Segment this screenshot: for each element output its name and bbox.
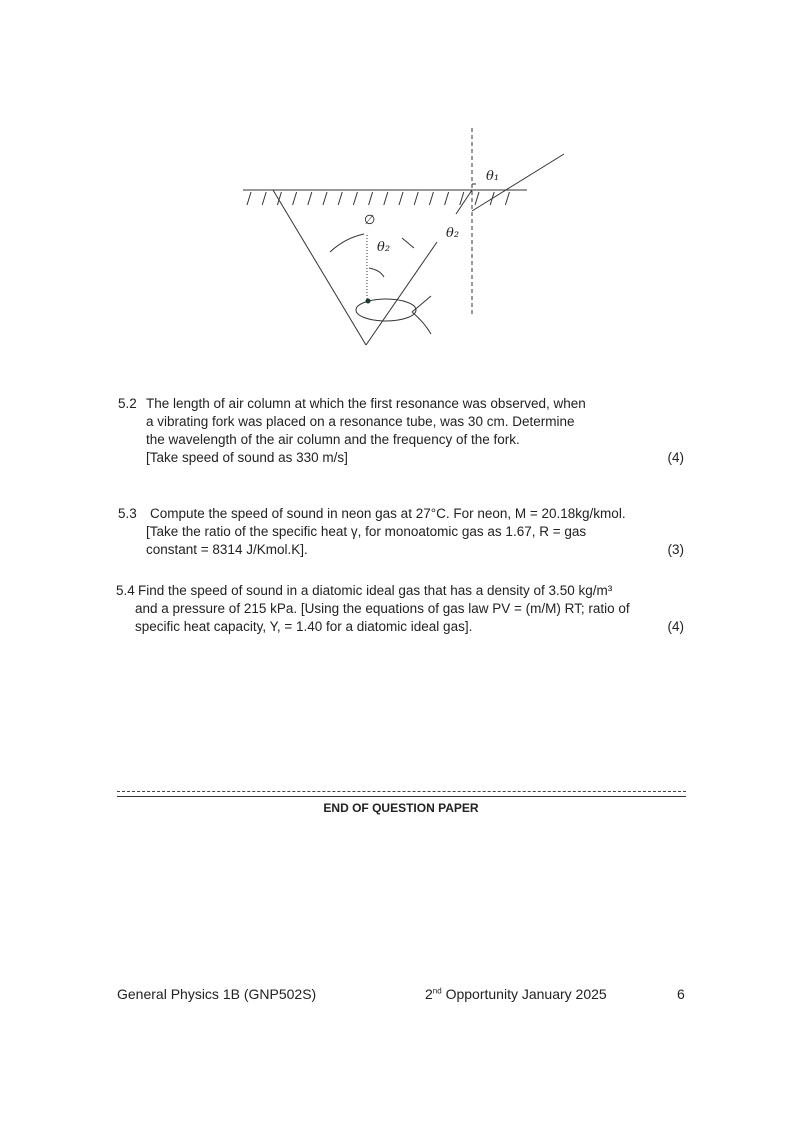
hatch-mark — [475, 192, 479, 205]
marks: (3) — [667, 542, 684, 557]
hatch-mark — [338, 192, 342, 205]
cone-right — [366, 242, 437, 345]
fish-tail — [412, 296, 431, 334]
refracted-ray — [456, 190, 472, 214]
fish-body — [356, 299, 416, 321]
footer-opportunity — [425, 986, 607, 1002]
question-text: The length of air column at which the first resonance was observed, when — [146, 396, 586, 411]
question-text: Compute the speed of sound in neon gas at 27°C. For neon, M = 20.18kg/kmol. — [150, 506, 626, 521]
question-number: 5.2 — [118, 396, 137, 411]
hatch-mark — [399, 192, 403, 205]
hatch-mark — [414, 192, 418, 205]
end-of-paper: END OF QUESTION PAPER — [323, 801, 479, 815]
label-phi: ∅ — [364, 213, 376, 228]
hatch-mark — [323, 192, 327, 205]
question-text: Find the speed of sound in a diatomic ideal gas that has a density of 3.50 kg/m³ — [138, 583, 613, 598]
dashed-divider — [117, 791, 686, 792]
question-number: 5.3 — [118, 506, 137, 521]
angle-arc-theta2 — [402, 238, 414, 248]
hatch-mark — [505, 192, 509, 205]
opportunity-number: 2 — [425, 986, 433, 1002]
solid-divider — [117, 796, 686, 797]
hatch-mark — [384, 192, 388, 205]
question-text: a vibrating fork was placed on a resonance tube, was 30 cm. Determine — [146, 414, 575, 429]
refraction-fish-diagram — [0, 0, 794, 400]
surface-hatching — [247, 192, 509, 205]
opportunity-suffix: nd — [432, 986, 442, 996]
hatch-mark — [247, 192, 251, 205]
angle-arc-small — [369, 268, 384, 277]
fish-eye — [366, 299, 371, 304]
opportunity-text: Opportunity January 2025 — [441, 986, 607, 1002]
marks: (4) — [667, 619, 684, 634]
question-number: 5.4 — [116, 583, 135, 598]
marks: (4) — [667, 450, 684, 465]
angle-arc-phi — [330, 234, 364, 252]
cone-left — [273, 190, 366, 345]
question-text: specific heat capacity, Y, = 1.40 for a diatomic ideal gas]. — [135, 619, 473, 634]
footer-course: General Physics 1B (GNP502S) — [117, 986, 317, 1002]
label-theta2-center: θ₂ — [377, 240, 391, 255]
question-text: [Take the ratio of the specific heat γ, for monoatomic gas as 1.67, R = gas — [146, 524, 587, 539]
label-theta1: θ₁ — [486, 169, 500, 184]
hatch-mark — [293, 192, 297, 205]
hatch-mark — [445, 192, 449, 205]
page-number: 6 — [677, 986, 685, 1002]
hatch-mark — [308, 192, 312, 205]
hatch-mark — [429, 192, 433, 205]
hatch-mark — [369, 192, 373, 205]
hatch-mark — [262, 192, 266, 205]
question-text: the wavelength of the air column and the frequency of the fork. — [146, 432, 520, 447]
hatch-mark — [353, 192, 357, 205]
question-text: and a pressure of 215 kPa. [Using the equations of gas law PV = (m/M) RT; ratio of — [135, 601, 630, 616]
label-theta2-right: θ₂ — [446, 226, 460, 241]
question-text: [Take speed of sound as 330 m/s] — [146, 450, 348, 465]
question-text: constant = 8314 J/Kmol.K]. — [146, 542, 308, 557]
